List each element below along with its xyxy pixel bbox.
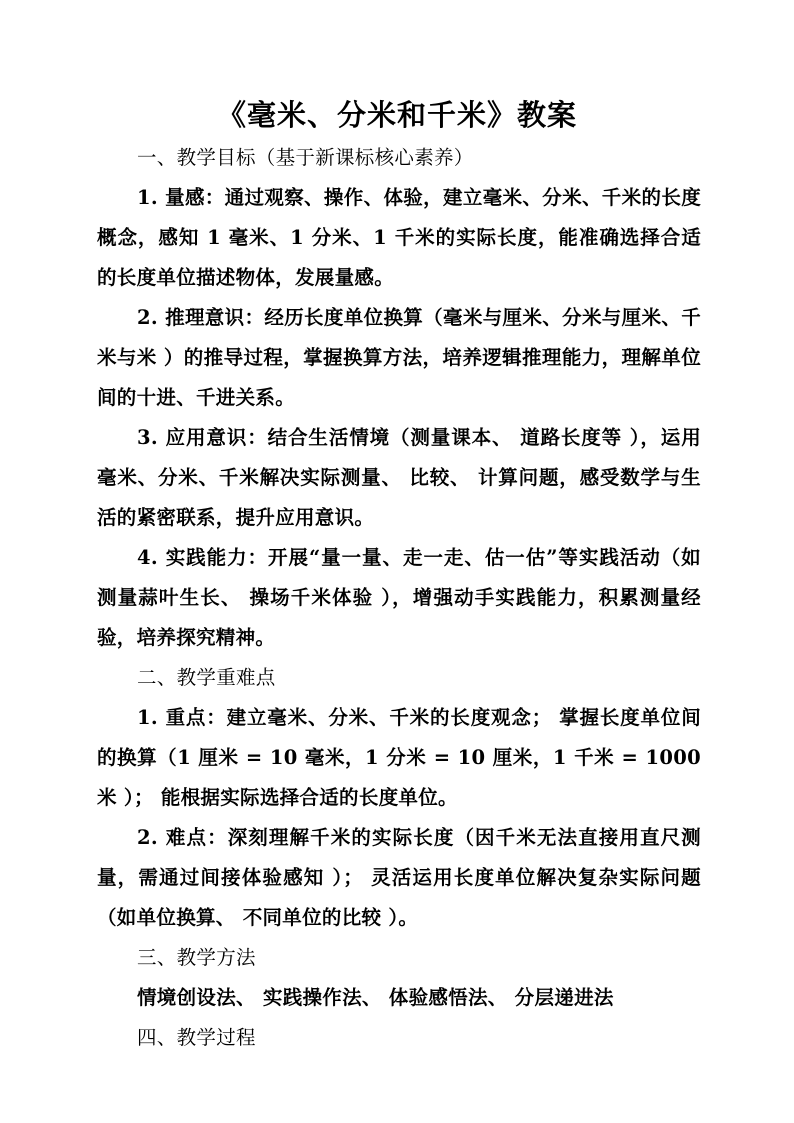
key-point-paragraph: 1. 重点：建立毫米、分米、千米的长度观念； 掌握长度单位间的换算（1 厘米 = 10 毫米，1 分米 = 10 厘米，1 千米 = 1000 米 ）； 能根据实际选择合适的长度单位。 [97, 706, 701, 809]
teaching-methods-list: 情境创设法、 实践操作法、 体验感悟法、 分层递进法 [137, 986, 614, 1009]
document-title: 《毫米、分米和千米》教案 [216, 98, 577, 132]
document-body [97, 138, 701, 1058]
section-heading-objectives: 一、教学目标（基于新课标核心素养） [137, 146, 474, 169]
objective-paragraph-3: 3. 应用意识：结合生活情境（测量课本、 道路长度等 ），运用毫米、分米、千米解决实际测量、 比较、 计算问题，感受数学与生活的紧密联系，提升应用意识。 [97, 426, 701, 529]
objective-paragraph-2: 2. 推理意识：经历长度单位换算（毫米与厘米、分米与厘米、千米与米 ）的推导过程，掌握换算方法，培养逻辑推理能力，理解单位间的十进、千进关系。 [97, 306, 701, 409]
section-heading-key-points: 二、教学重难点 [137, 666, 276, 689]
objective-paragraph-4: 4. 实践能力：开展“量一量、走一走、估一估”等实践活动（如测量蒜叶生长、 操场千米体验 ），增强动手实践能力，积累测量经验，培养探究精神。 [97, 546, 701, 649]
difficulty-paragraph: 2. 难点：深刻理解千米的实际长度（因千米无法直接用直尺测量，需通过间接体验感知 ）； 灵活运用长度单位解决复杂实际问题（如单位换算、 不同单位的比较 ）。 [97, 826, 701, 929]
section-heading-process: 四、教学过程 [137, 1026, 256, 1049]
section-heading-methods: 三、教学方法 [137, 946, 256, 969]
objective-paragraph-1: 1. 量感：通过观察、操作、体验，建立毫米、分米、千米的长度概念，感知 1 毫米、1 分米、1 千米的实际长度，能准确选择合适的长度单位描述物体，发展量感。 [97, 186, 701, 289]
